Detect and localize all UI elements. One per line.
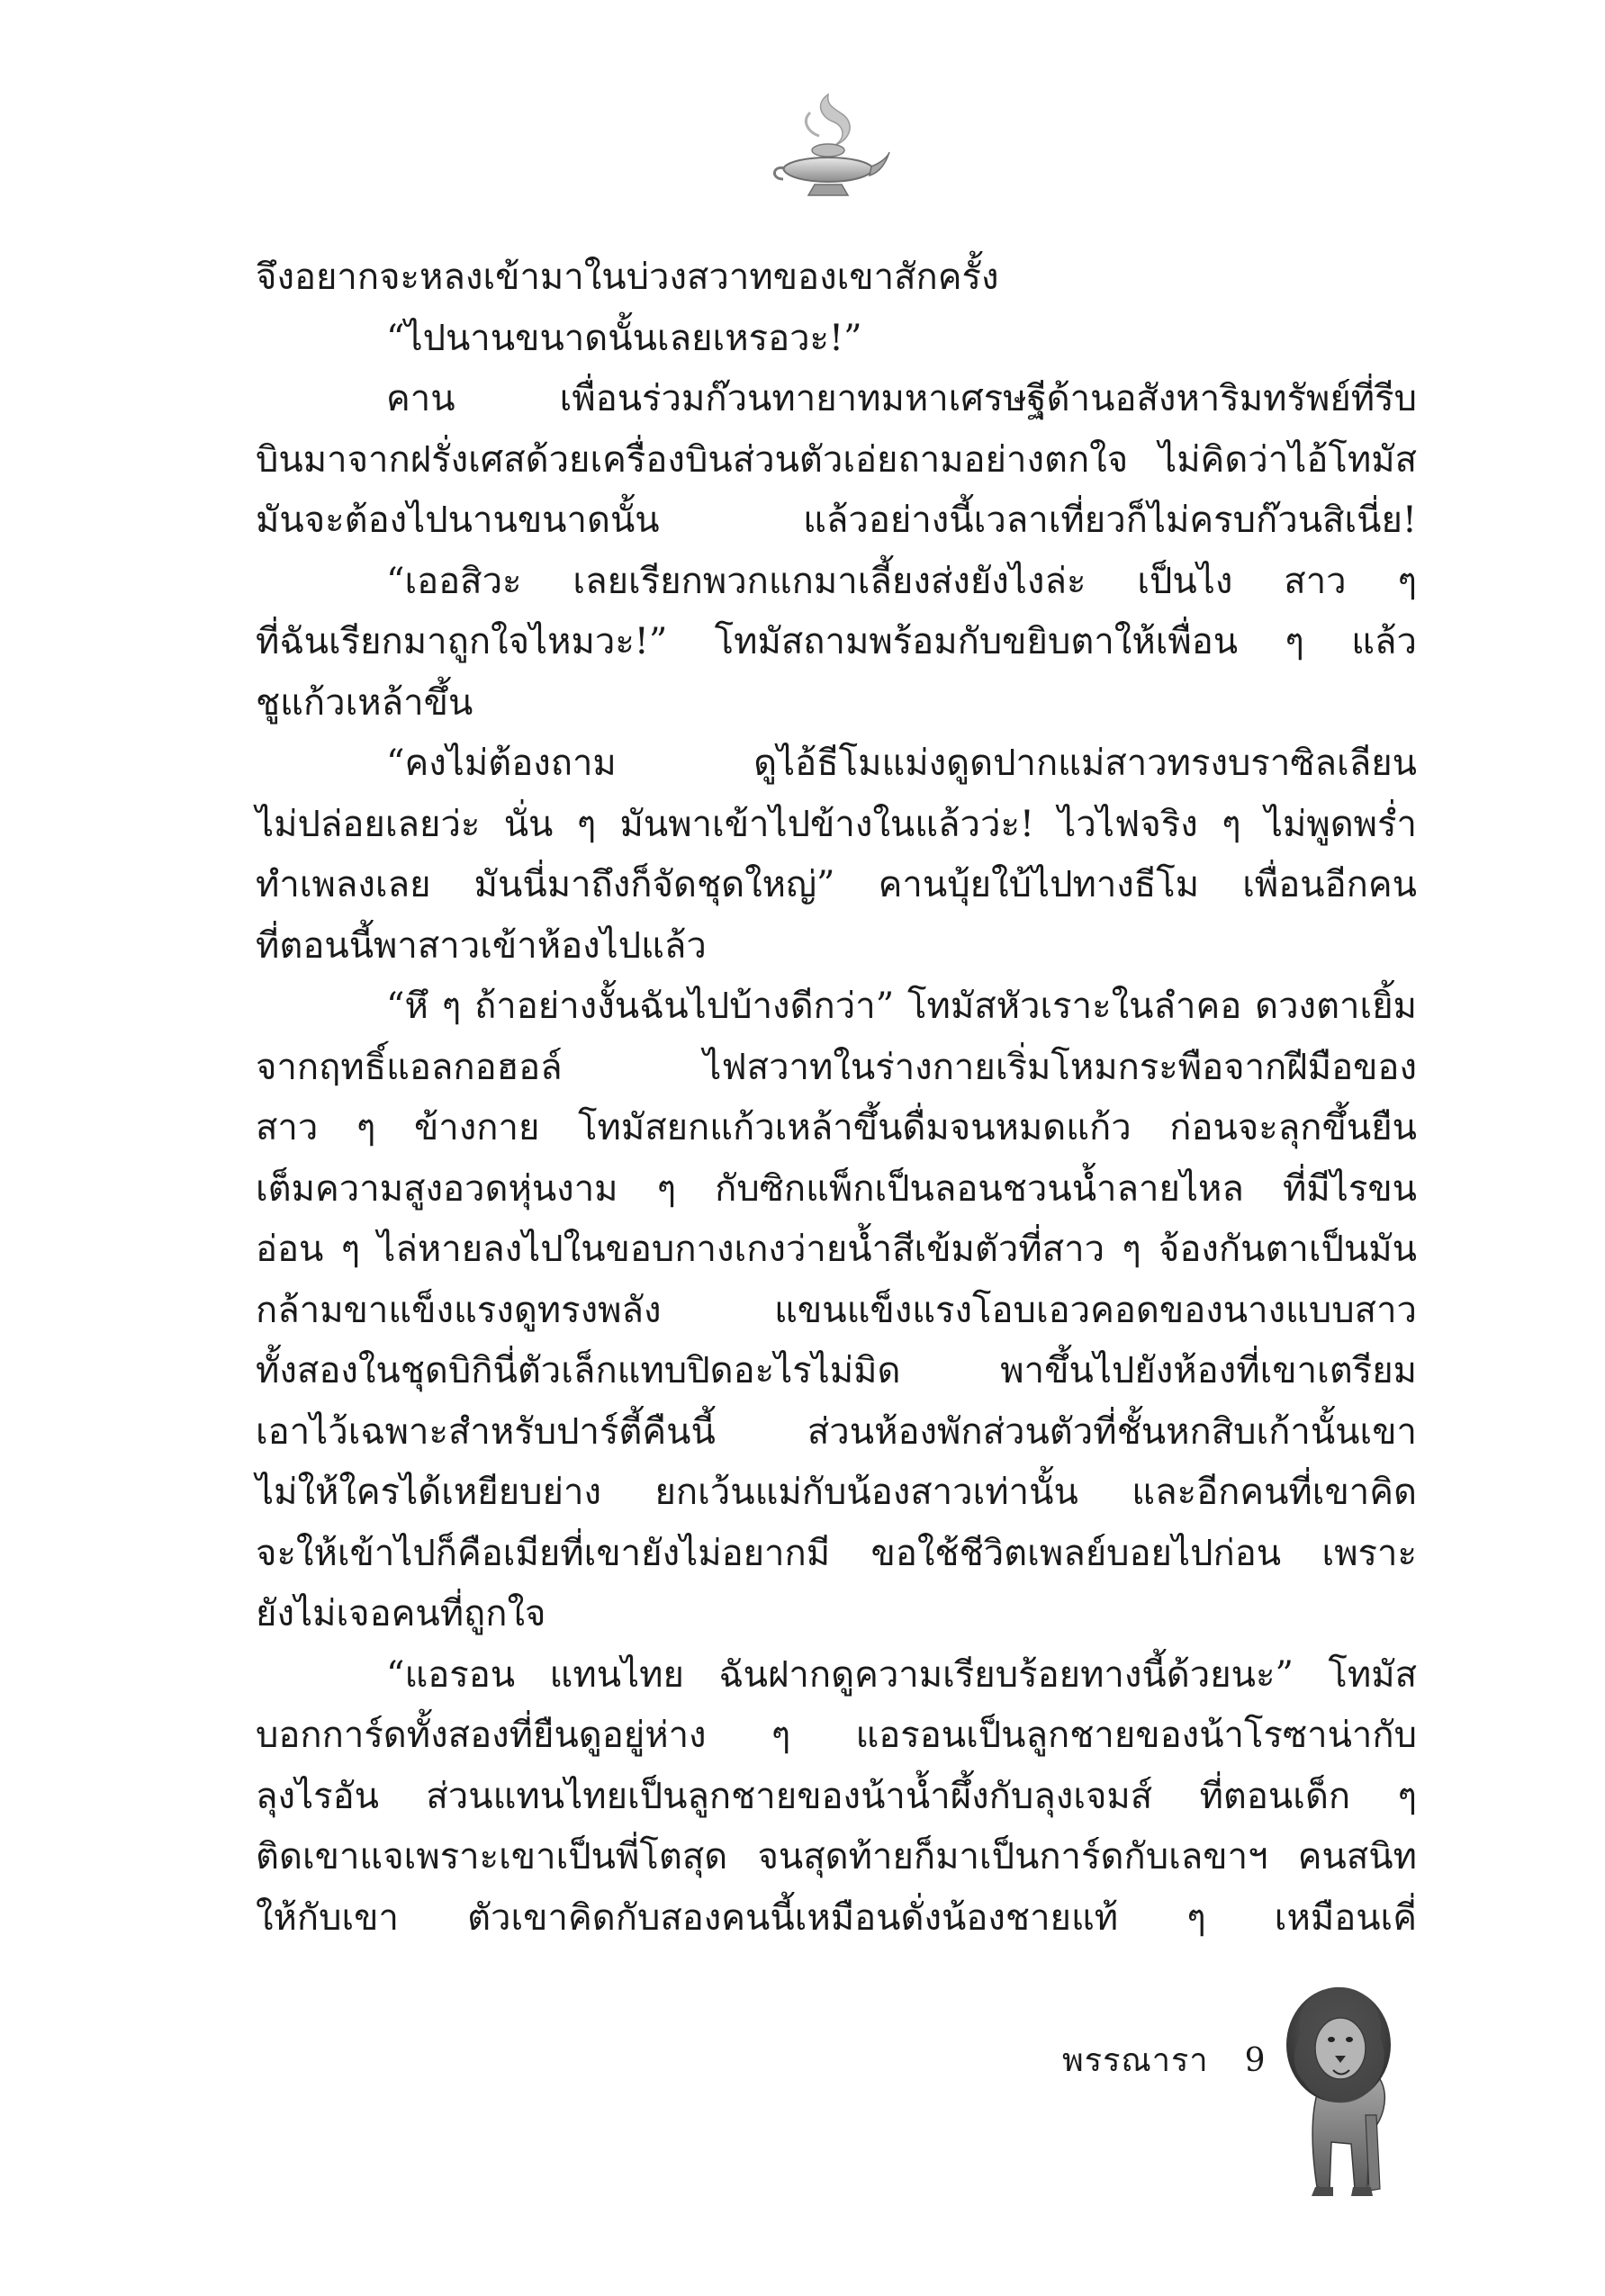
text-line: ไม่ให้ใครได้เหยียบย่าง ยกเว้นแม่กับน้องสาวเท่านั้น และอีกคนที่เขาคิด bbox=[256, 1472, 1417, 1513]
text-line: ไม่ปล่อยเลยว่ะ นั่น ๆ มันพาเข้าไปข้างในแล้วว่ะ! ไวไฟจริง ๆ ไม่พูดพร่ำ bbox=[256, 803, 1417, 845]
text-line: จะให้เข้าไปก็คือเมียที่เขายังไม่อยากมี ขอใช้ชีวิตเพลย์บอยไปก่อน เพราะ bbox=[256, 1532, 1417, 1574]
text-line: บอกการ์ดทั้งสองที่ยืนดูอยู่ห่าง ๆ แอรอนเป็นลูกชายของน้าโรซาน่ากับ bbox=[256, 1715, 1417, 1756]
text-line: บินมาจากฝรั่งเศสด้วยเครื่องบินส่วนตัวเอ่ยถามอย่างตกใจ ไม่คิดว่าไอ้โทมัส bbox=[256, 438, 1417, 481]
text-line: ทำเพลงเลย มันนี่มาถึงก็จัดชุดใหญ่” คานบุ้ยใบ้ไปทางธีโม เพื่อนอีกคน bbox=[256, 864, 1417, 905]
text-line: คาน เพื่อนร่วมก๊วนทายาทมหาเศรษฐีด้านอสังหาริมทรัพย์ที่รีบ bbox=[386, 378, 1417, 419]
text-line: ชูแก้วเหล้าขึ้น bbox=[256, 681, 473, 724]
text-line: มันจะต้องไปนานขนาดนั้น แล้วอย่างนี้เวลาเที่ยวก็ไม่ครบก๊วนสิเนี่ย! bbox=[256, 500, 1417, 541]
text-line: อ่อน ๆ ไล่หายลงไปในขอบกางเกงว่ายน้ำสีเข้มตัวที่สาว ๆ จ้องกันตาเป็นมัน bbox=[256, 1229, 1417, 1270]
page-footer bbox=[1062, 2034, 1266, 2085]
text-line: จากฤทธิ์แอลกอฮอล์ ไฟสวาทในร่างกายเริ่มโหมกระพือจากฝีมือของ bbox=[256, 1046, 1417, 1088]
text-line: “ไปนานขนาดนั้นเลยเหรอวะ!” bbox=[386, 317, 862, 359]
book-title: พรรณารา bbox=[1062, 2042, 1209, 2079]
text-line: สาว ๆ ข้างกาย โทมัสยกแก้วเหล้าขึ้นดื่มจนหมดแก้ว ก่อนจะลุกขึ้นยืน bbox=[256, 1107, 1417, 1148]
text-line: เอาไว้เฉพาะสำหรับปาร์ตี้คืนนี้ ส่วนห้องพักส่วนตัวที่ชั้นหกสิบเก้านั้นเขา bbox=[256, 1410, 1417, 1453]
text-line: ที่ตอนนี้พาสาวเข้าห้องไปแล้ว bbox=[256, 924, 707, 967]
text-line: ลุงไรอัน ส่วนแทนไทยเป็นลูกชายของน้าน้ำผึ้งกับลุงเจมส์ ที่ตอนเด็ก ๆ bbox=[256, 1775, 1417, 1817]
text-line: กล้ามขาแข็งแรงดูทรงพลัง แขนแข็งแรงโอบเอวคอดของนางแบบสาว bbox=[256, 1289, 1417, 1331]
page-number: 9 bbox=[1244, 2042, 1267, 2079]
genie-lamp-icon bbox=[765, 86, 891, 221]
text-line: “เออสิวะ เลยเรียกพวกแกมาเลี้ยงส่งยังไงล่ะ เป็นไง สาว ๆ bbox=[386, 560, 1417, 602]
text-line: “หึ ๆ ถ้าอย่างงั้นฉันไปบ้างดีกว่า” โทมัสหัวเราะในลำคอ ดวงตาเยิ้ม bbox=[386, 986, 1417, 1027]
text-line: จึงอยากจะหลงเข้ามาในบ่วงสวาทของเขาสักครั้ง bbox=[256, 257, 999, 298]
text-line: “คงไม่ต้องถาม ดูไอ้ธีโมแม่งดูดปากแม่สาวทรงบราซิลเลียน bbox=[386, 743, 1417, 784]
text-line: ที่ฉันเรียกมาถูกใจไหมวะ!” โทมัสถามพร้อมกับขยิบตาให้เพื่อน ๆ แล้ว bbox=[256, 621, 1417, 662]
text-line: ติดเขาแจเพราะเขาเป็นพี่โตสุด จนสุดท้ายก็มาเป็นการ์ดกับเลขาฯ คนสนิท bbox=[256, 1836, 1417, 1877]
body-text bbox=[256, 248, 1417, 1949]
text-line: ยังไม่เจอคนที่ถูกใจ bbox=[256, 1593, 546, 1634]
text-line: “แอรอน แทนไทย ฉันฝากดูความเรียบร้อยทางนี้ด้วยนะ” โทมัส bbox=[386, 1653, 1417, 1696]
lion-icon bbox=[1265, 1980, 1427, 2214]
text-line: ให้กับเขา ตัวเขาคิดกับสองคนนี้เหมือนดั่งน้องชายแท้ ๆ เหมือนเคี่ bbox=[256, 1896, 1417, 1939]
text-line: เต็มความสูงอวดหุ่นงาม ๆ กับซิกแพ็กเป็นลอนชวนน้ำลายไหล ที่มีไรขน bbox=[256, 1167, 1417, 1210]
text-line: ทั้งสองในชุดบิกินี่ตัวเล็กแทบปิดอะไรไม่มิด พาขึ้นไปยังห้องที่เขาเตรียม bbox=[256, 1350, 1417, 1391]
